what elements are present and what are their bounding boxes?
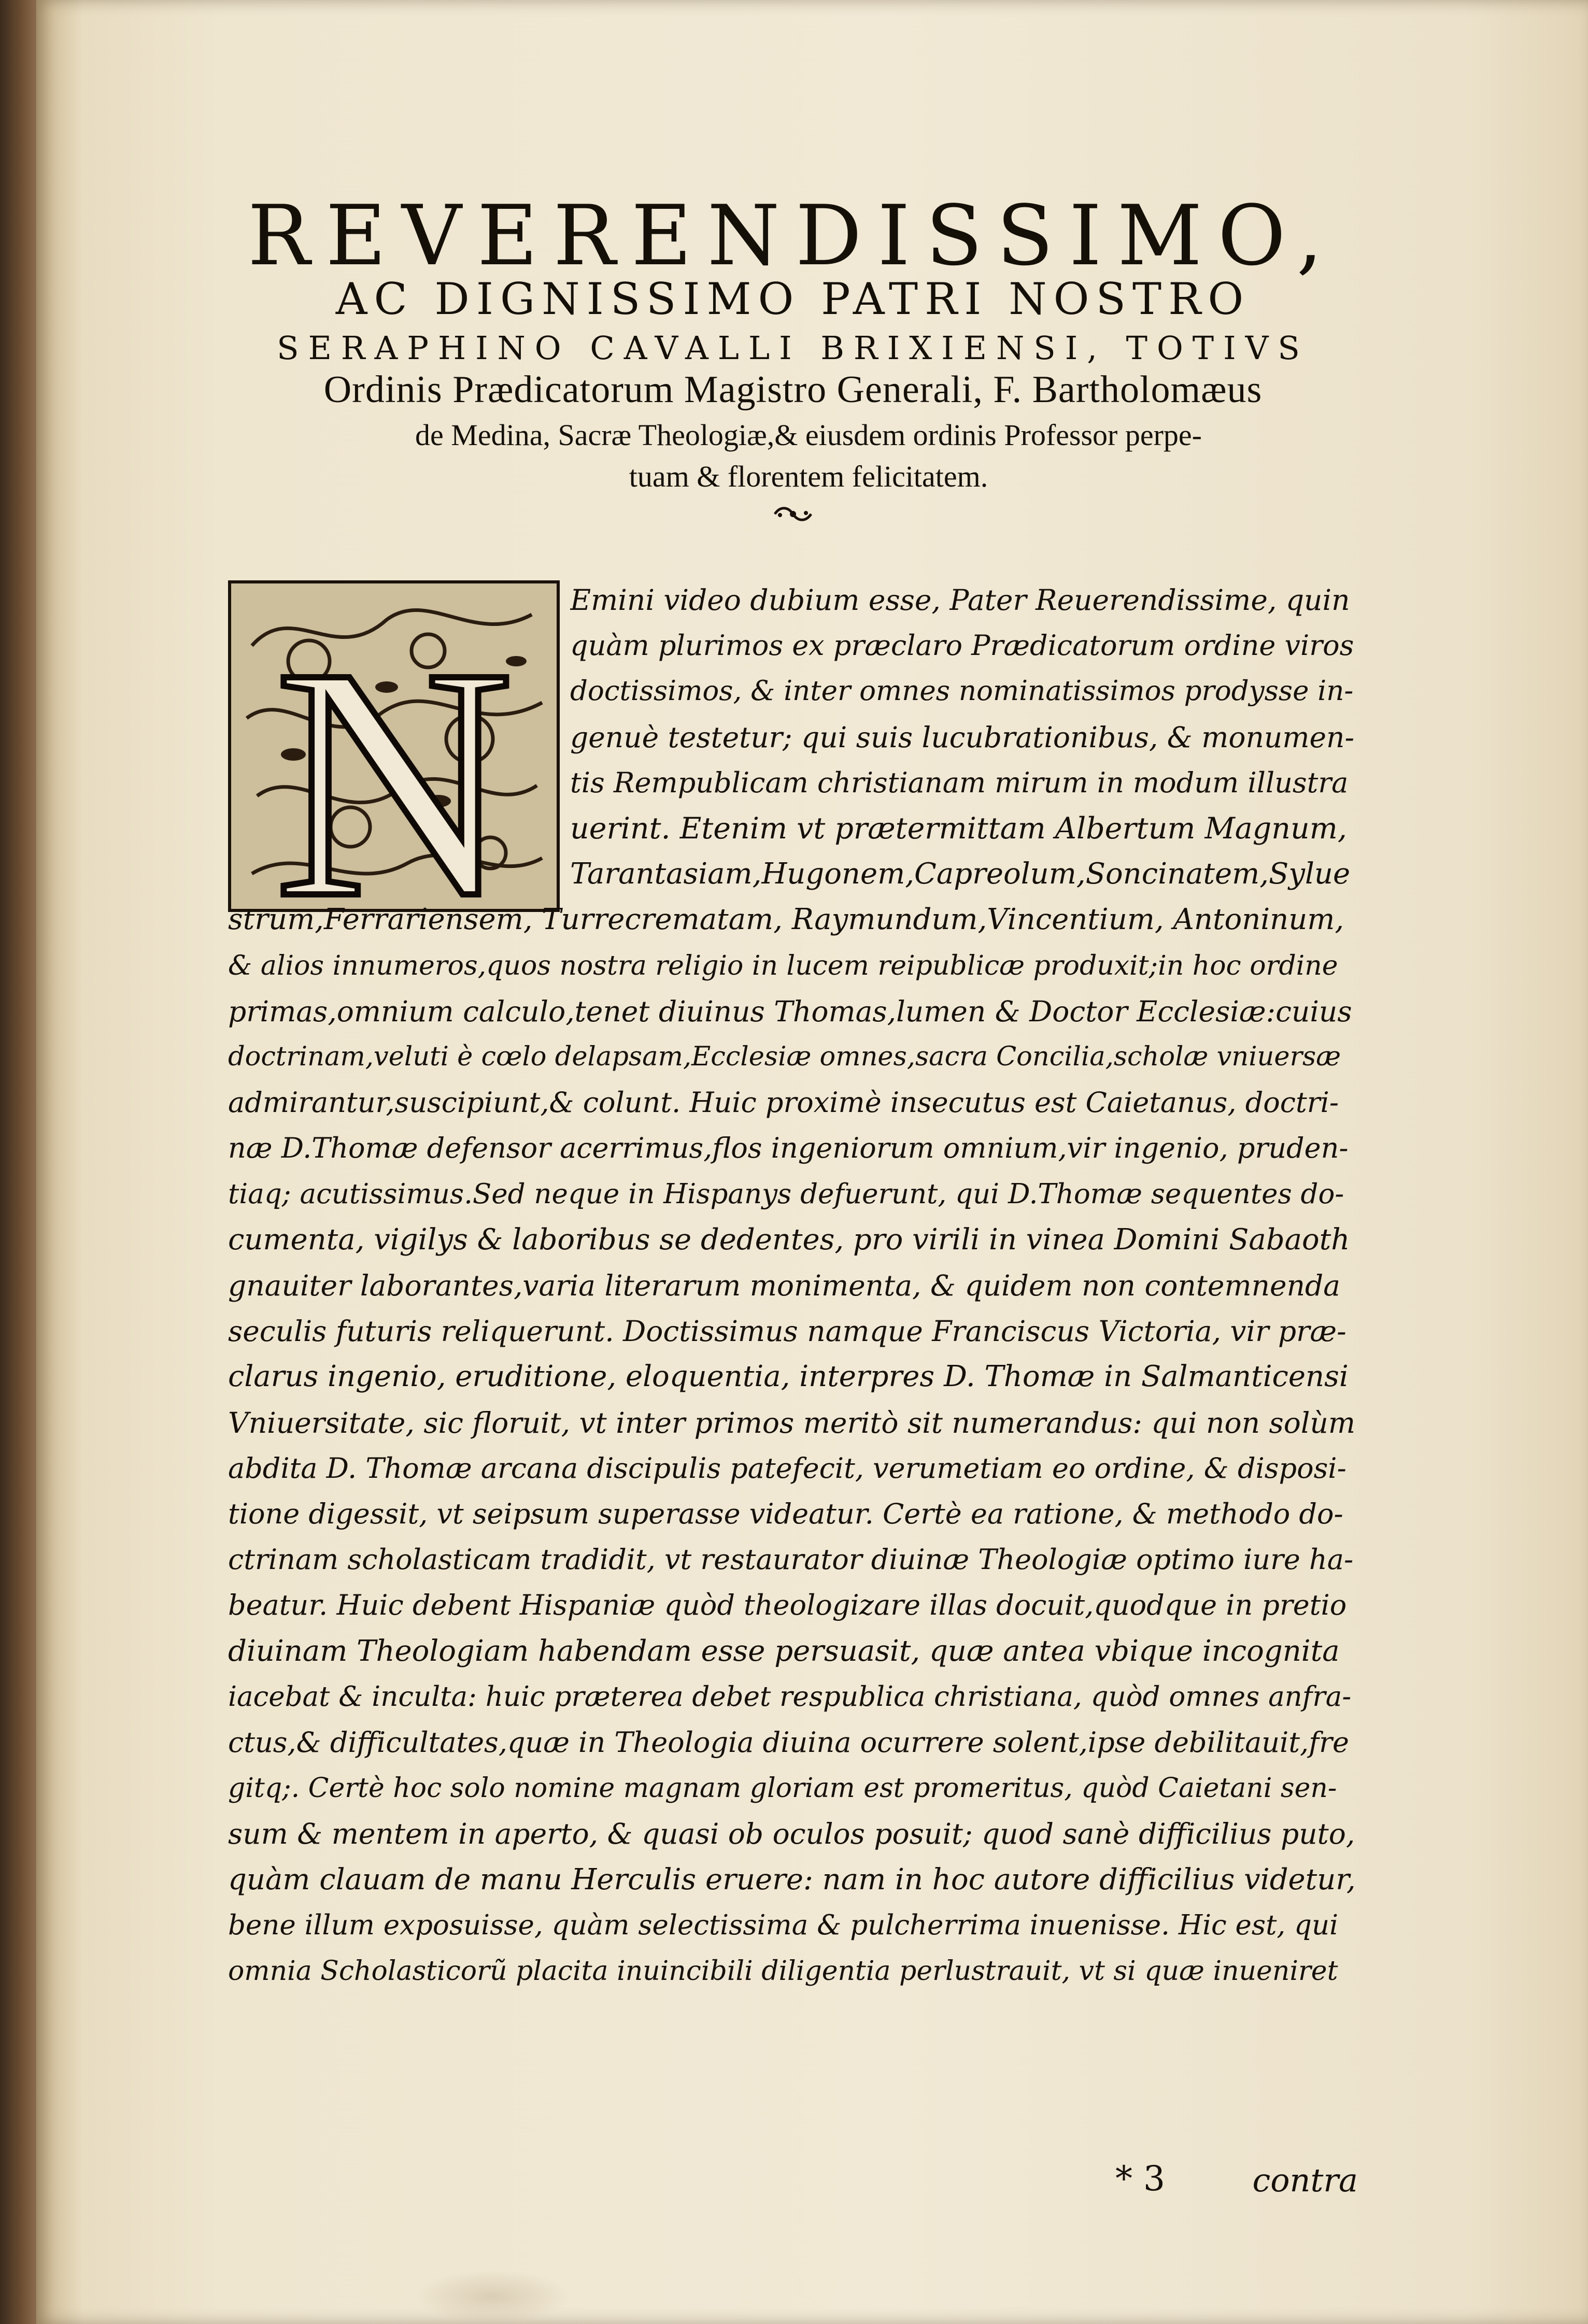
text-line: bene illum exposuisse, quàm selectissima & pulcherrima inuenisse. Hic est, qui (228, 1909, 1339, 1941)
text-line: iacebat & inculta: huic præterea debet respublica christiana, quòd omnes anfra- (228, 1681, 1352, 1713)
text-line: tiaq; acutissimus.Sed neque in Hispanys defuerunt, qui D.Thomæ sequentes do- (228, 1178, 1344, 1210)
text-line: doctissimos, & inter omnes nominatissimos prodysse in- (570, 675, 1354, 707)
text-line: genuè testetur; qui suis lucubrationibus, & monumen- (570, 721, 1355, 754)
paper-stain (415, 2270, 570, 2324)
text-line: uerint. Etenim vt prætermittam Albertum Magnum, (570, 811, 1347, 846)
text-line: admirantur,suscipiunt,& colunt. Huic proximè insecutus est Caietanus, doctri- (228, 1086, 1339, 1119)
text-line: clarus ingenio, eruditione, eloquentia, interpres D. Thomæ in Salmanticensi (228, 1360, 1349, 1393)
catchword: contra (1252, 2161, 1358, 2199)
dedication-line-6: tuam & florentem felicitatem. (629, 460, 988, 493)
text-line: Vniuersitate, sic floruit, vt inter primos meritò sit numerandus: qui non solùm (228, 1406, 1355, 1439)
text-line: beatur. Huic debent Hispaniæ quòd theologizare illas docuit,quodque in pretio (228, 1589, 1347, 1621)
dedication-line-5: de Medina, Sacræ Theologiæ,& eiusdem ordinis Professor perpe- (415, 418, 1202, 452)
text-line: gnauiter laborantes,varia literarum monimenta, & quidem non contemnenda (228, 1269, 1340, 1302)
text-line: Emini video dubium esse, Pater Reuerendissime, quin (570, 583, 1350, 617)
text-line: Tarantasiam,Hugonem,Capreolum,Soncinatem,Sylue (570, 857, 1351, 891)
signature-mark: * 3 (1115, 2159, 1165, 2199)
text-line: primas,omnium calculo,tenet diuinus Thomas,lumen & Doctor Ecclesiæ:cuius (228, 995, 1352, 1028)
text-line: doctrinam,veluti è cœlo delapsam,Ecclesiæ omnes,sacra Concilia,scholæ vniuersæ (228, 1042, 1341, 1072)
text-line: sum & mentem in aperto, & quasi ob oculos posuit; quod sanè difficilius puto, (228, 1817, 1355, 1850)
text-line: quàm clauam de manu Herculis eruere: nam in hoc autore difficilius videtur, (228, 1863, 1356, 1897)
dedication-line-4: Ordinis Prædicatorum Magistro Generali, F. Bartholomæus (323, 368, 1263, 411)
initial-letter: N (274, 600, 514, 909)
dedication-title: REVERENDISSIMO, (247, 187, 1339, 284)
text-line: næ D.Thomæ defensor acerrimus,flos ingeniorum omnium,vir ingenio, pruden- (228, 1132, 1349, 1164)
dedication-line-3: SERAPHINO CAVALLI BRIXIENSI, TOTIVS (277, 329, 1309, 367)
dedication-line-2: AC DIGNISSIMO PATRI NOSTRO (335, 274, 1251, 324)
fleuron-ornament-icon (772, 504, 814, 524)
text-line: tis Rempublicam christianam mirum in modum illustra (570, 766, 1349, 799)
text-line: strum,Ferrariensem, Turrecrematam, Raymundum,Vincentium, Antoninum, (228, 903, 1344, 936)
text-line: cumenta, vigilys & laboribus se dedentes, pro virili in vinea Domini Sabaoth (228, 1223, 1350, 1257)
text-line: quàm plurimos ex præclaro Prædicatorum ordine viros (570, 629, 1354, 662)
text-line: ctrinam scholasticam tradidit, vt restaurator diuinæ Theologiæ optimo iure ha- (228, 1543, 1354, 1576)
text-line: seculis futuris reliquerunt. Doctissimus namque Franciscus Victoria, vir præ- (228, 1315, 1346, 1348)
text-line: gitq;. Certè hoc solo nomine magnam gloriam est promeritus, quòd Caietani sen- (228, 1773, 1337, 1804)
text-line: diuinam Theologiam habendam esse persuasit, quæ antea vbique incognita (228, 1634, 1340, 1668)
text-line: tione digessit, vt seipsum superasse videatur. Certè ea ratione, & methodo do- (228, 1498, 1343, 1530)
text-line: & alios innumeros,quos nostra religio in lucem reipublicæ produxit;in hoc ordine (228, 950, 1338, 981)
text-line: abdita D. Thomæ arcana discipulis patefecit, verumetiam eo ordine, & disposi- (228, 1452, 1346, 1485)
foliage-ornament-icon (231, 583, 557, 909)
text-line: ctus,& difficultates,quæ in Theologia diuina ocurrere solent,ipse debilitauit,fre (228, 1726, 1349, 1759)
decorated-initial (228, 580, 560, 912)
text-line: omnia Scholasticorũ placita inuincibili diligentia perlustrauit, vt si quæ inueniret (228, 1956, 1338, 1987)
